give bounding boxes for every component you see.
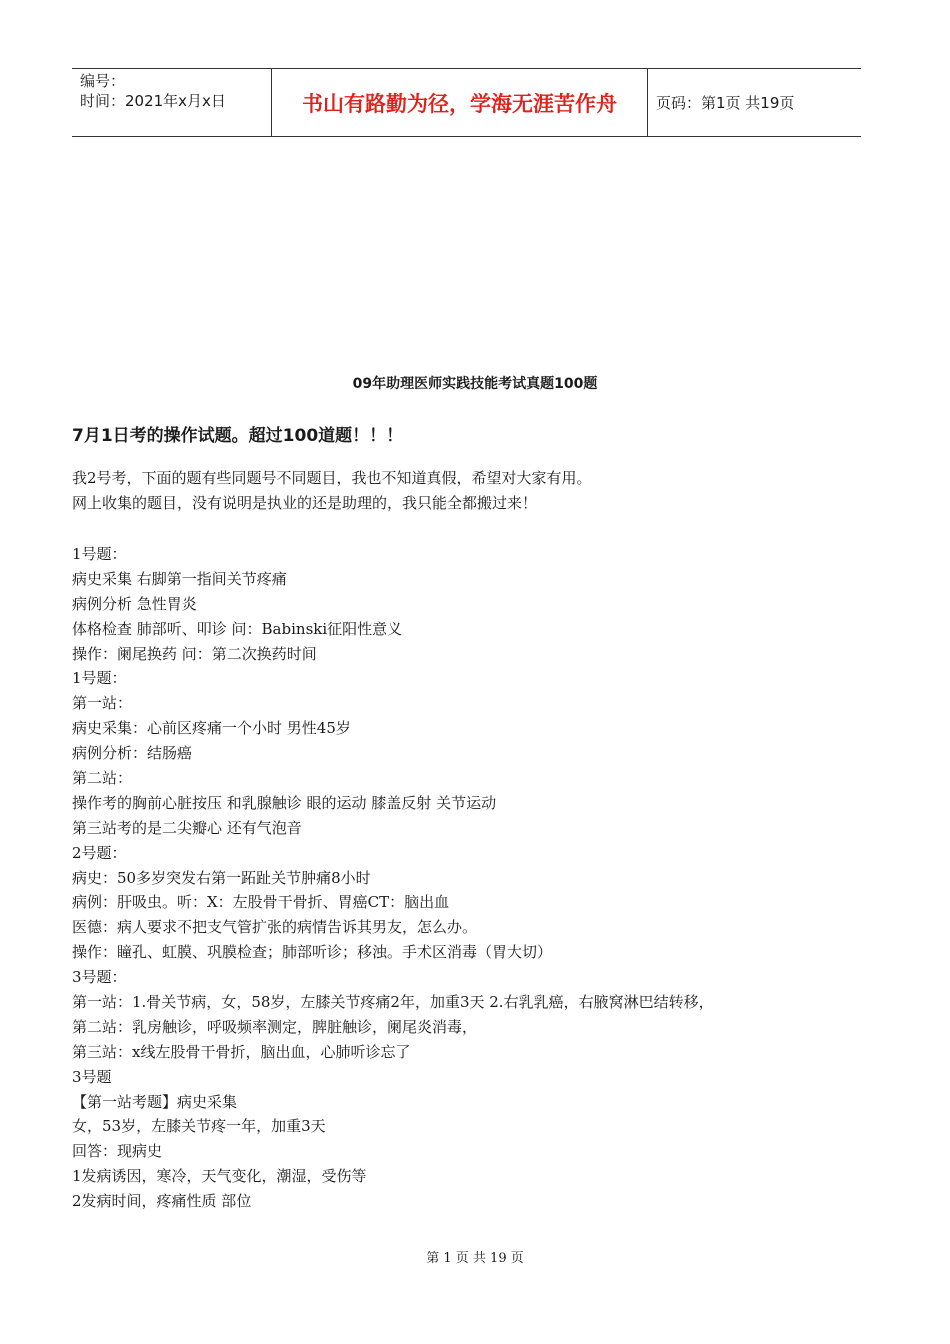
- content-line: 2发病时间，疼痛性质 部位: [72, 1192, 252, 1211]
- content-line: 第三站考的是二尖瓣心 还有气泡音: [72, 818, 302, 837]
- header-meta: [72, 69, 272, 136]
- intro-line: 网上收集的题目，没有说明是执业的还是助理的，我只能全都搬过来！: [72, 493, 538, 512]
- document-number-label: 编号：: [80, 72, 126, 90]
- content-line: 1号题：: [72, 669, 127, 688]
- content-line: 1号题：: [72, 545, 127, 563]
- question-list: [72, 542, 714, 1214]
- content-line: 3号题：: [72, 968, 127, 987]
- content-line: 病例分析 急性胃炎: [72, 594, 197, 613]
- content-line: 医德：病人要求不把支气管扩张的病情告诉其男友，怎么办。: [72, 918, 478, 937]
- content-line: 操作：瞳孔、虹膜、巩膜检查；肺部听诊；移浊。手术区消毒（胃大切）: [72, 943, 553, 962]
- content-line: 第二站：乳房触诊，呼吸频率测定，脾脏触诊，阑尾炎消毒，: [72, 1017, 478, 1036]
- content-line: 病史采集 右脚第一指间关节疼痛: [72, 569, 287, 588]
- content-line: 第一站：: [72, 694, 133, 713]
- content-line: 2号题：: [72, 843, 127, 862]
- content-line: 病例：肝吸虫。听：X：左股骨干骨折、胃癌CT：脑出血: [72, 893, 450, 912]
- document-header: [72, 68, 861, 137]
- content-line: 1发病诱因，寒冷，天气变化，潮湿，受伤等: [72, 1167, 367, 1186]
- content-line: 体格检查 肺部听、叩诊 问：Babinski征阳性意义: [72, 619, 403, 638]
- content-line: 操作考的胸前心脏按压 和乳腺触诊 眼的运动 膝盖反射 关节运动: [72, 793, 497, 812]
- header-page-info: 页码：第1页 共19页: [656, 94, 795, 112]
- content-line: 第一站：1.骨关节病，女，58岁，左膝关节疼痛2年，加重3天 2.右乳乳癌，右腋窝淋巴结转移，: [72, 993, 714, 1012]
- document-title: 09年助理医师实践技能考试真题100题: [352, 376, 598, 392]
- header-motto: 书山有路勤为径，学海无涯苦作舟: [272, 69, 648, 136]
- content-line: 3号题: [72, 1067, 112, 1086]
- content-line: 病史：50多岁突发右第一跖趾关节肿痛8小时: [72, 868, 371, 887]
- content-line: 女，53岁，左膝关节疼一年，加重3天: [72, 1117, 326, 1136]
- content-line: 病史采集：心前区疼痛一个小时 男性45岁: [72, 719, 351, 738]
- content-line: 回答：现病史: [72, 1142, 163, 1161]
- content-line: 第二站：: [72, 769, 133, 788]
- document-subheading: 7月1日考的操作试题。超过100道题！！！: [72, 426, 404, 446]
- content-line: 第三站：x线左股骨干骨折，脑出血，心肺听诊忘了: [72, 1042, 411, 1061]
- intro-paragraph: [72, 466, 592, 516]
- content-line: 操作：阑尾换药 问：第二次换药时间: [72, 644, 317, 663]
- content-line: 【第一站考题】病史采集: [72, 1092, 238, 1111]
- intro-line: 我2号考，下面的题有些同题号不同题目，我也不知道真假，希望对大家有用。: [72, 469, 592, 487]
- page-footer: 第 1 页 共 19 页: [426, 1251, 524, 1266]
- content-line: 病例分析：结肠癌: [72, 744, 193, 763]
- document-time: 时间：2021年x月x日: [80, 92, 226, 110]
